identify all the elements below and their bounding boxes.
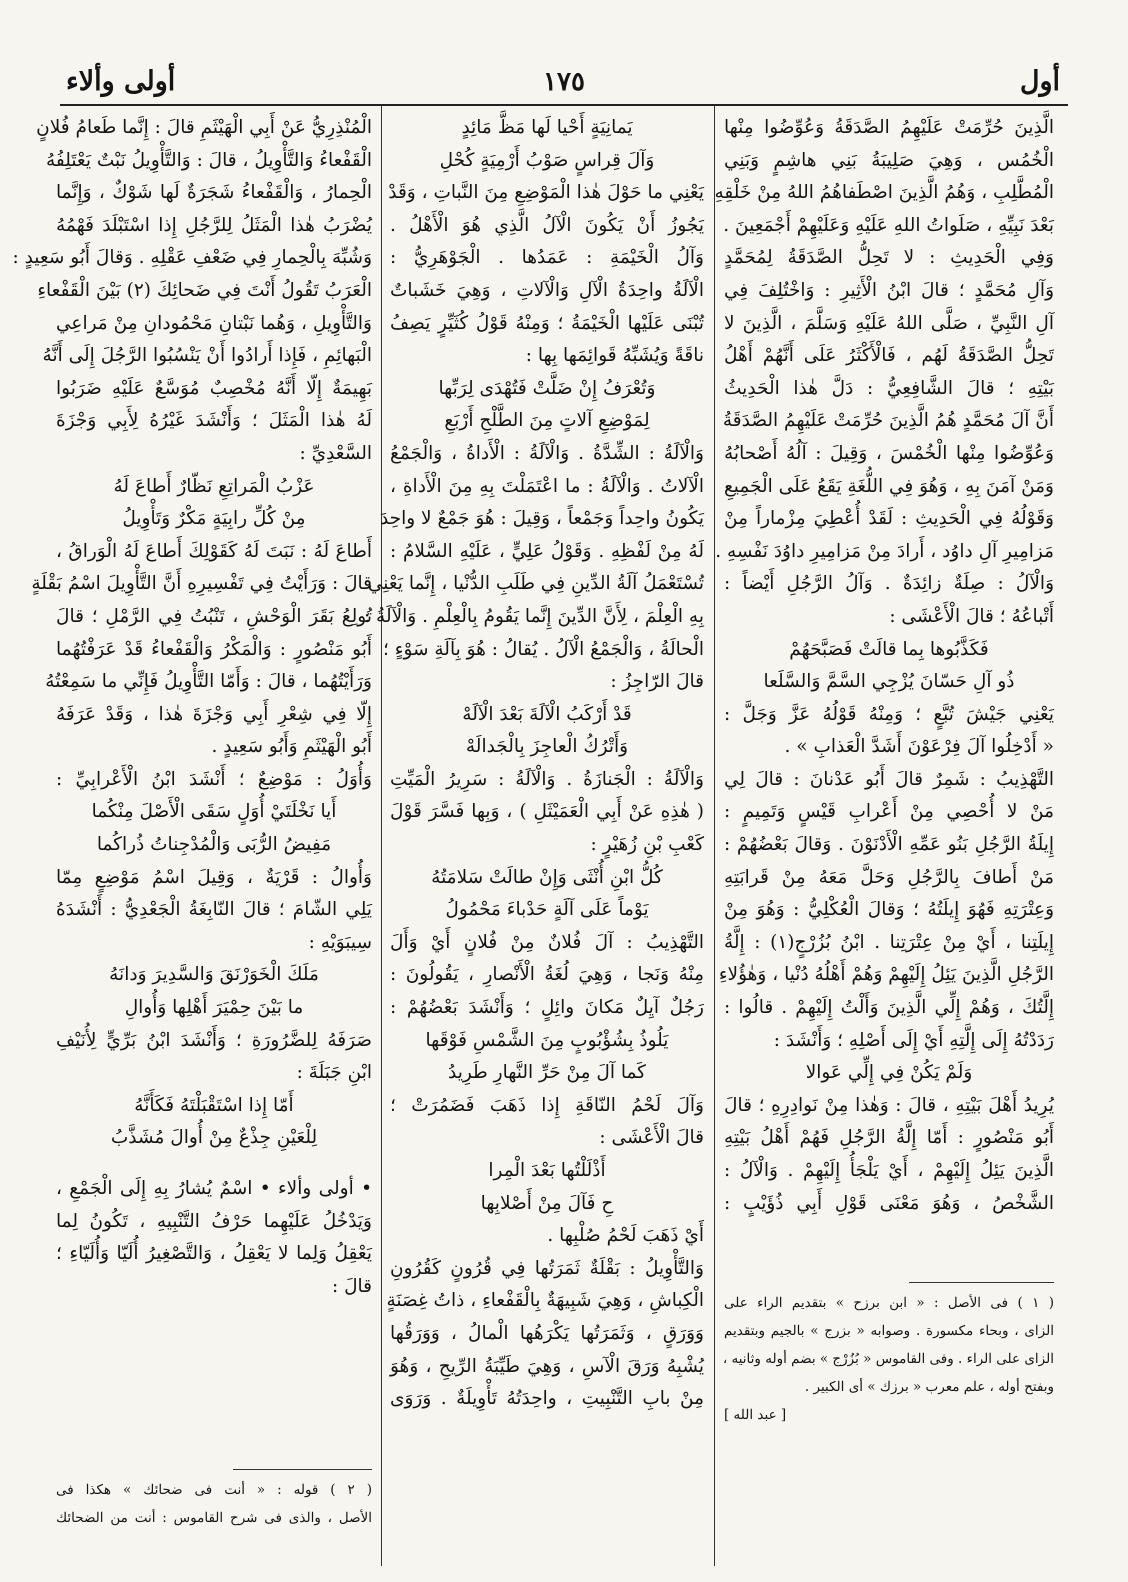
text-line: الْمُطَّلِبِ ، وَهُمُ الَّذِينَ اصْطَفاهُمُ اللهُ مِنْ خَلْقِهِ — [714, 182, 1054, 204]
footnote-line: الأصل ، والذى فى شرح القاموس : أنت من الضحائك — [56, 1510, 372, 1527]
verse-line: أَمّا إِذا اسْتَقْبَلْتَهُ فَكَأَنَّهُ — [134, 1094, 294, 1116]
page-header — [60, 62, 1068, 102]
text-line: بَعْدَ نَبِيِّهِ ، صَلَواتُ اللهِ عَلَيْهِ وَعَلَيْهِمْ أَجْمَعِينَ . — [723, 214, 1054, 236]
verse-line: قَدْ أَرْكَبُ الْآلَةَ بَعْدَ الْآلَهْ — [462, 703, 632, 725]
text-line: يَكُونُ واحِداً وَجَمْعاً ، وَقِيلَ : هُوَ جَمْعٌ لا واحِدَ — [379, 508, 704, 530]
text-line: الْمُنْذِرِيُّ عَنْ أَبِي الْهَيْثَمِ قالَ : إِنَّما طَعامُ فُلانٍ — [36, 117, 372, 138]
text-line: يُضْرَبُ هٰذا الْمَثَلُ لِلرَّجُلِ إِذا اسْتَبْلَدَ فَهْمُهُ — [56, 214, 372, 236]
entry-line: يَعْقِلُ وَلِما لا يَعْقِلُ ، وَالتَّصْغِيرُ أُلَيّا وَأُلَيّاءِ ؛ — [56, 1243, 372, 1265]
text-line: وَمَنْ آمَنَ بِهِ ، وَهُوَ فِي اللُّغَةِ يَقَعُ عَلَى الْجَمِيعِ — [723, 475, 1054, 497]
column-left — [12, 112, 372, 1560]
text-line: الْآلَةُ واحِدَةُ الْآلِ وَالْآلاتِ ، وَهِيَ خَشَباتٌ — [390, 279, 704, 301]
text-line: إِلّا فِي شِعْرِ أَبِي وَجْزَةَ هٰذا ، وَقَدْ عَرَفَهُ — [56, 703, 372, 725]
text-line: قالَ الرّاجِزُ : — [610, 671, 704, 693]
text-line: مِنْهُ وَنَجا ، وَهِيَ لُغَةُ الْأَنْصارِ ، يَقُولُونَ : — [390, 964, 704, 986]
text-line: وَالتَّأْوِيلُ : بَقْلَةٌ ثَمَرَتُها فِي قُرُونٍ كَقُرُونِ — [390, 1257, 704, 1279]
text-line: صَرَفَهُ لِلضَّرُورَةِ ؛ وَأَنْشَدَ ابْنُ بَرِّيٍّ لِأُنَيْفِ — [56, 1029, 372, 1051]
text-line: التَّهْذِيبُ : آلَ فُلانٌ مِنْ فُلانٍ أَيْ وَأَلَ — [390, 931, 704, 953]
verse-line: ما بَيْنَ حِمْيَرَ أَهْلِها وَأُوالِ — [124, 997, 304, 1019]
column-right — [714, 112, 1055, 1560]
footnote-rule — [909, 1282, 1054, 1283]
text-line: يَلِي الشّامَ ؛ قالَ النّابِغَةُ الْجَعْدِيُّ : أَنْشَدَهُ — [56, 899, 372, 921]
text-line: الرَّجُلِ الَّذِينَ يَئِلُ إِلَيْهِمْ وَهُمْ أَهْلُهُ دُنْيا ، وَهٰؤُلاءِ — [718, 964, 1054, 986]
text-line: تُولِعُ بَقَرَ الْوَحْشِ ، تَنْبُتُ فِي الرَّمْلِ ؛ قالَ — [56, 605, 372, 627]
text-line: مَنْ لا أُحْصِي مِنْ أَعْرابِ قَيْسٍ وَتَمِيمٍ : — [724, 801, 1054, 823]
text-line: رَدَدْتُهُ إِلَى إِلَّتِهِ أَيْ إِلَى أَصْلِهِ ؛ وَأَنْشَدَ : — [773, 1029, 1054, 1051]
text-line: أَطاعَ لَهُ : نَبَتَ لَهُ كَقَوْلِكَ أَطاعَ لَهُ الْوَراقُ ، — [56, 540, 372, 562]
text-line: سِيبَوَيْهِ : — [308, 931, 372, 953]
text-line: قالَ : وَرَأَيْتُ فِي تَفْسِيرِهِ أَنَّ التَّأْوِيلَ اسْمُ بَقْلَةٍ — [31, 573, 372, 595]
text-line: وَأُوَلُ : مَوْضِعٌ ؛ أَنْشَدَ ابْنُ الْأَعْرابِيِّ : — [56, 768, 372, 790]
text-line: أَبُو مَنْصُورٍ : وَالْمَكْرُ وَالْقَفْعاءُ قَدْ عَرَفْتُهُما — [56, 638, 372, 660]
text-line: يَعْنِي جَيْشَ تُبَّعٍ ؛ وَمِنْهُ قَوْلُهُ عَزَّ وَجَلَّ : — [724, 703, 1054, 725]
text-line: يُشْبِهُ وَرَقَ الْآسِ ، وَهِيَ طَيِّبَةُ الرِّيحِ ، وَهُوَ — [390, 1355, 704, 1377]
verse-line: مِنْ كُلِّ رابِيَةٍ مَكْرٌ وَتَأْوِيلُ — [122, 508, 306, 530]
column-middle — [363, 112, 704, 1560]
text-line: تَحِلُّ الصَّدَقَةُ لَهُم ، فَالْأَكْثَرُ عَلَى أَنَّهُمْ أَهْلُ — [724, 345, 1054, 367]
header-left-title: أولى وألاء — [66, 66, 176, 97]
text-line: إِيلَتِنا ، أَيْ مِنْ عِتْرَتِنا . ابْنُ بُزُرْجٍ(١) : إِلَّةُ — [724, 931, 1054, 953]
verse-line: لِلْعَيْنِ جِذْعٌ مِنْ أُوالَ مُشَذَّبُ — [110, 1127, 318, 1149]
text-line: الْعَرَبُ تَقُولُ أَنْتَ فِي ضَحائِكَ (٢) بَيْنَ الْقَفْعاءِ — [37, 279, 372, 301]
text-line: يُرِيدُ أَهْلَ بَيْتِهِ ، قالَ : وَهٰذا مِنْ نَوادِرِهِ ؛ قالَ — [724, 1094, 1054, 1116]
text-line: أَيْ ذَهَبَ لَحْمُ صُلْبِها . — [547, 1225, 704, 1247]
header-rule — [60, 104, 1068, 106]
text-line: وَقَوْلُهُ فِي الْحَدِيثِ : لَقَدْ أُعْطِيَ مِزْماراً مِنْ — [724, 508, 1054, 530]
text-line: أَتْباعُهُ ؛ قالَ الْأَعْشَى : — [889, 605, 1054, 627]
verse-line: مَفِيضُ الرُّبَى وَالْمُدْجِناتُ ذُراكُما — [96, 834, 332, 856]
text-line: لَهُ مِنْ لَفْظِهِ . وَقَوْلُ عَلِيٍّ ، عَلَيْهِ السَّلامُ : — [390, 540, 704, 562]
verse-line: كُلُّ ابْنِ أُنْثَى وَإِنْ طالَتْ سَلامَتُهُ — [431, 866, 663, 888]
text-line: ناقَةً وَيُشَبِّهُ قَوائِمَها بِها : — [525, 345, 704, 367]
text-line: رَجُلٌ آيِلٌ مَكانَ وائِلٍ ؛ وَأَنْشَدَ بَعْضُهُمْ : — [390, 997, 704, 1019]
verse-line: يَلُوذُ بِشُؤْبُوبٍ مِنَ الشَّمْسِ فَوْقَها — [425, 1029, 669, 1051]
text-line: الْخُمُس ، وَهِيَ صَلِيبَةُ بَنِي هاشِمٍ وَبَنِي — [724, 149, 1054, 171]
footnote-rule — [233, 1469, 372, 1470]
text-line: وَآلُ الْخَيْمَةِ : عَمَدُها . الْجَوْهَرِيُّ : — [390, 247, 704, 269]
text-line: يَعْنِي ما حَوْلَ هٰذا الْمَوْضِعِ مِنَ النَّباتِ ، وَقَدْ — [388, 182, 704, 204]
text-line: الْآلاتُ . وَالْآلَةُ : ما اعْتَمَلْتَ بِهِ مِنَ الْأَداةِ ، — [390, 475, 704, 497]
text-line: الْكِباشِ ، وَهِيَ شَبِيهَةٌ بِالْقَفْعاءِ ، ذاتُ غِصَنَةٍ — [386, 1290, 704, 1312]
text-line: آلِ النَّبِيِّ ، صَلَّى اللهُ عَلَيْهِ وَسَلَّمَ ، الَّذِينَ لا — [724, 312, 1054, 334]
verse-line: أَذْلَلْتُها بَعْدَ الْمِرا — [488, 1160, 606, 1181]
text-line: ابْنِ جَبَلَةَ : — [296, 1062, 372, 1084]
text-line: وَفِي الْحَدِيثِ : لا تَحِلُّ الصَّدَقَةُ لِمُحَمَّدٍ — [724, 247, 1054, 269]
text-line: لَهُ هٰذا الْمَثَلَ ؛ وَأَنْشَدَ غَيْرُهُ لِأَبِي وَجْزَةَ — [56, 410, 372, 432]
text-line: وَعِتْرَتِهِ فَهُوَ إِيلَتُهُ ؛ وَقالَ الْعُكْلِيُّ : وَهُوَ مِنْ — [724, 899, 1054, 921]
text-line: كَعْبِ بْنِ زُهَيْرٍ : — [590, 834, 704, 856]
verse-line: عَزْبُ الْمَراتِعِ نَظّارٌ أَطاعَ لَهُ — [113, 475, 315, 497]
text-line: أَنَّ آلَ مُحَمَّدٍ هُمُ الَّذِينَ حُرِّمَتْ عَلَيْهِمُ الصَّدَقَةُ — [722, 410, 1054, 432]
text-line: بَيْتِهِ ؛ قالَ الشَّافِعِيُّ : دَلَّ هٰذا الْحَدِيثُ — [724, 377, 1054, 399]
header-right-title: أول — [1019, 66, 1060, 97]
text-line: يَجُوزُ أَنْ يَكُونَ الْآلُ الَّذِي هُوَ الْأَهْلُ . — [390, 214, 704, 236]
text-line: مَزامِيرِ آلِ داوُد ، أَرادَ مِنْ مَزامِيرِ داوُدَ نَفْسِهِ . — [715, 540, 1054, 562]
verse-line: مَلَكَ الْخَوَرْنَقَ وَالسَّدِيرَ وَدانَهُ — [109, 964, 319, 986]
text-line: الْقَفْعاءُ وَالتَّأْوِيلُ ، قالَ : وَالتَّأْوِيلُ نَبْتٌ يَعْتَلِفُهُ — [45, 149, 372, 171]
text-line: الشَّخْصُ ، وَهُوَ مَعْنَى قَوْلِ أَبِي ذُؤَيْبٍ : — [724, 1192, 1054, 1214]
text-line: الَّذِينَ حُرِّمَتْ عَلَيْهِمُ الصَّدَقَةُ وَعُوِّضُوا مِنْها — [724, 117, 1054, 138]
text-line: الْبَهائِمِ ، فَإِذا أَرادُوا أَنْ يَنْسُبُوا الرَّجُلَ إِلَى أَنَّهُ — [42, 345, 372, 367]
text-line: ( هٰذِهِ عَنْ أَبِي الْعَمَيْثَلِ ) ، وَبِها فَسَّرَ قَوْلَ — [390, 801, 704, 823]
verse-line: وَآلَ قِراسٍ صَوْبُ أَرْمِيَةٍ كُحْلِ — [439, 149, 655, 171]
text-line: وَالْآلَةُ : الشِّدَّةُ . وَالْآلَةُ : الْأَداةُ ، وَالْجَمْعُ — [390, 442, 704, 464]
text-line: إِلَّتُكَ ، وَهُمْ إِلِّي الَّذِينَ وَأَلْتُ إِلَيْهِمْ . قالُوا : — [724, 997, 1054, 1019]
text-line: مِنْ بابِ التَّنْبِيتِ ، واحِدَتُهُ تَأْوِيلَةٌ . وَرَوَى — [390, 1388, 704, 1410]
text-line: أَبُو مَنْصُورٍ : أَمّا إِلَّةُ الرَّجُلِ فَهُمْ أَهْلُ بَيْتِهِ — [724, 1127, 1054, 1149]
text-line: وَرَأَيْتُهُما ، قالَ : وَأَمّا التَّأْوِيلُ فَإِنِّي ما سَمِعْتُهُ — [45, 671, 372, 693]
text-line: وَأُوالُ : قَرْيَةٌ ، وَقِيلَ اسْمُ مَوْضِعٍ مِمّا — [56, 866, 372, 888]
footnote-line: ( ١ ) فى الأصل : « ابن برزح » بتقديم الراء على — [724, 1295, 1055, 1312]
text-line: وَالتَّأْوِيلِ ، وَهُما نَبْتانِ مَحْمُودانِ مِنْ مَراعِي — [56, 312, 372, 334]
text-line: وَشُبِّهَ بِالْحِمارِ فِي ضَعْفِ عَقْلِهِ . وَقالَ أَبُو سَعِيدٍ : — [12, 247, 372, 269]
text-line: تُبْنَى عَلَيْها الْخَيْمَةُ ؛ وَمِنْهُ قَوْلُ كُثَيِّرٍ يَصِفُ — [390, 312, 704, 334]
footnote-line: وبفتح أوله ، علم معرب « برزك » أى الكبير . — [804, 1379, 1054, 1396]
text-line: الَّذِينَ يَئِلُ إِلَيْهِمْ ، أَيْ يَلْجَأُ إِلَيْهِمْ . وَالْآلُ : — [724, 1160, 1054, 1181]
verse-line: لِمَوْضِعِ آلاتٍ مِنَ الطَّلْحِ أَرْبَعِ — [444, 410, 650, 432]
text-line: إِيلَةُ الرَّجُلِ بَنُو عَمِّهِ الْأَدْنَوْنَ . وَقالَ بَعْضُهُمْ : — [724, 834, 1054, 856]
text-line: وَالْآلَةُ : الْجَنازَةُ . وَالْآلَةُ : سَرِيرُ الْمَيِّتِ — [390, 768, 704, 790]
text-line: أَبُو الْهَيْثَمِ وَأَبُو سَعِيدٍ . — [211, 736, 372, 758]
text-line: وَالْآلُ : صِلَةٌ زائِدَةٌ . وَآلُ الرَّجُلِ أَيْضاً : — [724, 573, 1054, 595]
text-line: التَّهْذِيبُ : شَمِرٌ قالَ أَبُو عَدْنانَ : قالَ لِي — [724, 768, 1054, 790]
verse-line: كَما آلَ مِنْ حَرِّ النَّهارِ طَرِيدُ — [447, 1062, 646, 1084]
footnote-signature: [ عبد الله ] — [724, 1407, 787, 1424]
verse-line: فَكَذَّبُوها بِما قالَتْ فَصَبَّحَهُمْ — [789, 638, 989, 660]
footnote-line: الزاى على الراء . وفى القاموس « بُزُرْج » بضم أوله وثانيه ، — [722, 1351, 1054, 1368]
text-line: قالَ الْأَعْشَى : — [599, 1127, 704, 1149]
text-line: مَنْ أَطافَ بِالرَّجُلِ وَحَلَّ مَعَهُ مِنْ قَرابَتِهِ — [724, 866, 1054, 888]
text-line: وَوَرَقٍ ، وَثَمَرَتُها يَكْرَهُها الْمالُ ، وَوَرَقُها — [390, 1322, 704, 1344]
entry-line: • أولى وألاء • اسْمٌ يُشارُ بِهِ إِلَى الْجَمْعِ ، — [56, 1178, 372, 1199]
text-line: الْحالَةُ ، وَالْجَمْعُ الْآلُ . يُقالُ : هُوَ بِآلَةِ سَوْءٍ ؛ — [382, 638, 704, 660]
page-number: ١٧٥ — [543, 67, 585, 97]
verse-line: ذُو آلِ حَسّانَ يُزْجِي السَّمَّ وَالسَّلَعا — [763, 671, 1015, 693]
entry-line: وَيَدْخُلُ عَلَيْهِما حَرْفُ التَّنْبِيهِ ، تَكُونُ لِما — [56, 1210, 372, 1232]
text-line: وَعُوِّضُوا مِنْها الْخُمْسَ ، وَقِيلَ : آلُهُ أَصْحابُهُ — [724, 442, 1054, 464]
footnote-line: الزاى ، وبحاء مكسورة . وصوابه « بزرج » بالجيم وبتقديم — [724, 1323, 1054, 1340]
text-line: بَهِيمَةٌ إِلّا أَنَّهُ مُخْصِبٌ مُوَسَّعٌ عَلَيْهِ ضَرَبُوا — [56, 377, 372, 399]
verse-line: يَوْماً عَلَى آلَةٍ حَدْباءَ مَحْمُولُ — [445, 899, 649, 921]
verse-line: وَتُعْرَفُ إِنْ ضَلَّتْ فَتُهْدَى لِرَبِّها — [438, 377, 656, 399]
entry-line: قالَ : — [331, 1275, 372, 1297]
text-line: وَآلِ مُحَمَّدٍ ؛ قالَ ابْنُ الْأَثِيرِ : وَاخْتُلِفَ فِي — [724, 279, 1054, 301]
column-divider-left — [381, 106, 382, 1566]
verse-line: أَيا نَخْلَتَيْ أُوَلٍ سَقَى الْأَصْلَ مِنْكُما — [91, 801, 337, 823]
column-divider-right — [714, 106, 715, 1566]
verse-line: حِ فَآلَ مِنْ أَصْلابِها — [480, 1192, 614, 1214]
verse-line: وَلَمْ يَكُنْ فِي إِلِّي عَوالا — [805, 1062, 973, 1084]
text-line: السَّعْدِيِّ : — [299, 442, 372, 464]
text-line: تُسْتَعْمَلُ آلَةُ الدِّينِ فِي طَلَبِ الدُّنْيا ، إِنَّما يَعْنِي — [367, 573, 704, 595]
verse-line: يَمانِيَةٍ أَحْيا لَها مَظَّ مَائِدٍ — [461, 117, 633, 138]
text-line: الْحِمارُ ، وَالْقَفْعاءُ شَجَرَةٌ لَها شَوْكٌ ، وَإِنَّما — [56, 182, 372, 204]
text-line: « أَدْخِلُوا آلَ فِرْعَوْنَ أَشَدَّ الْعَذابِ » . — [784, 736, 1054, 758]
text-line: بِهِ الْعِلْمَ ، لِأَنَّ الدِّينَ إِنَّما يَقُومُ بِالْعِلْمِ . وَالْآلَةُ : — [363, 605, 704, 627]
text-line: وَآلَ لَحْمُ النّاقَةِ إِذا ذَهَبَ فَضَمُرَتْ ؛ — [390, 1094, 704, 1116]
verse-line: وَأَتْرُكُ الْعاجِزَ بِالْجَدالَهْ — [465, 736, 629, 758]
footnote-line: ( ٢ ) قوله : « أنت فى ضحائك » هكذا فى — [56, 1482, 372, 1499]
